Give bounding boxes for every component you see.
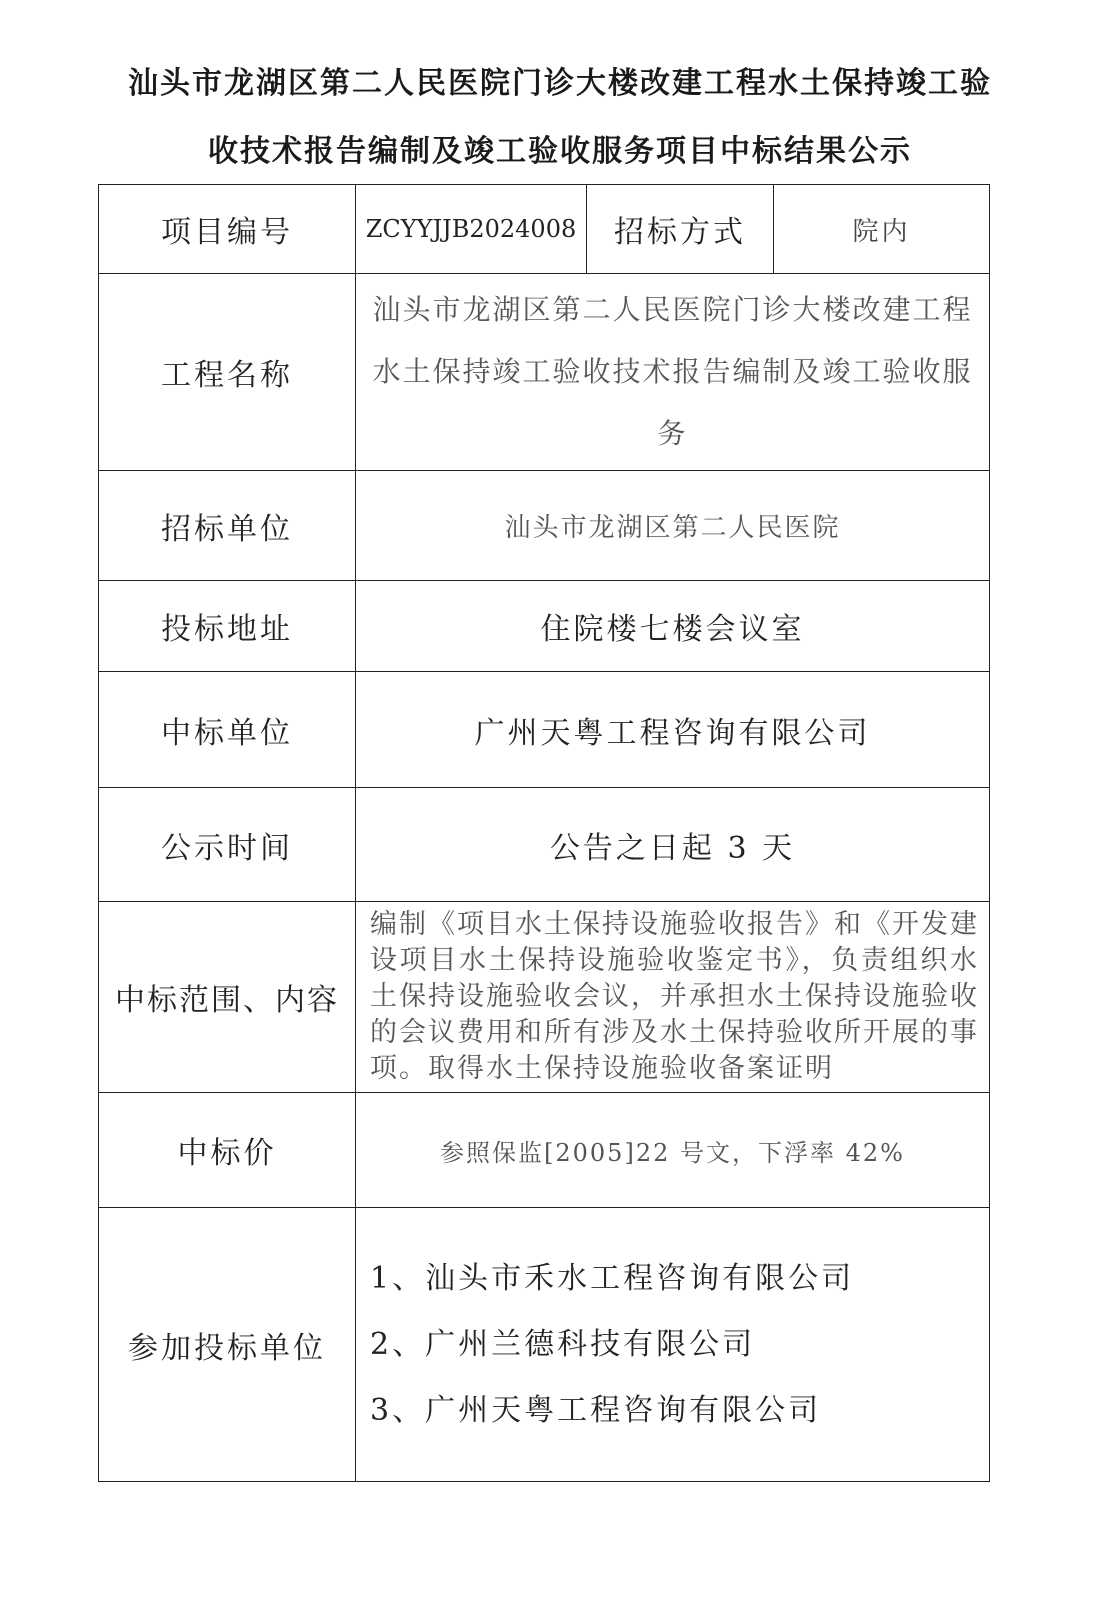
page-title-line-2: 收技术报告编制及竣工验收服务项目中标结果公示 xyxy=(208,134,912,169)
winner-value: 广州天粤工程咨询有限公司 xyxy=(355,671,990,788)
notice-period-label: 公示时间 xyxy=(98,787,356,902)
tenderer-label: 招标单位 xyxy=(98,470,356,581)
project-no-label: 项目编号 xyxy=(98,184,356,274)
bid-method-value: 院内 xyxy=(773,184,990,274)
bidder-item: 1、汕头市禾水工程咨询有限公司 xyxy=(370,1260,855,1296)
bidders-list xyxy=(370,1246,854,1444)
page-title-line-1: 汕头市龙湖区第二人民医院门诊大楼改建工程水土保持竣工验 xyxy=(128,66,992,101)
bid-address-label: 投标地址 xyxy=(98,580,356,672)
bid-address-value: 住院楼七楼会议室 xyxy=(355,580,990,672)
notice-period-value: 公告之日起 3 天 xyxy=(355,787,990,902)
project-no-value: ZCYYJJB2024008 xyxy=(355,184,587,274)
price-label: 中标价 xyxy=(98,1092,356,1208)
scope-label: 中标范围、内容 xyxy=(98,901,356,1093)
bidder-item: 3、广州天粤工程咨询有限公司 xyxy=(370,1392,822,1428)
winner-label: 中标单位 xyxy=(98,671,356,788)
scope-value: 编制《项目水土保持设施验收报告》和《开发建设项目水土保持设施验收鉴定书》，负责组织水土保持设施验收会议，并承担水土保持设施验收的会议费用和所有涉及水土保持验收所开展的事项。取得水土保持设施验收备案证明 xyxy=(355,901,990,1093)
price-value: 参照保监[2005]22 号文，下浮率 42% xyxy=(355,1092,990,1208)
project-name-label: 工程名称 xyxy=(98,273,356,471)
project-name-value: 汕头市龙湖区第二人民医院门诊大楼改建工程水土保持竣工验收技术报告编制及竣工验收服务 xyxy=(355,273,990,471)
bidder-item: 2、广州兰德科技有限公司 xyxy=(370,1326,756,1362)
bid-method-label: 招标方式 xyxy=(586,184,774,274)
bidders-list-cell xyxy=(355,1207,990,1482)
tenderer-value: 汕头市龙湖区第二人民医院 xyxy=(355,470,990,581)
bidders-label: 参加投标单位 xyxy=(98,1207,356,1482)
